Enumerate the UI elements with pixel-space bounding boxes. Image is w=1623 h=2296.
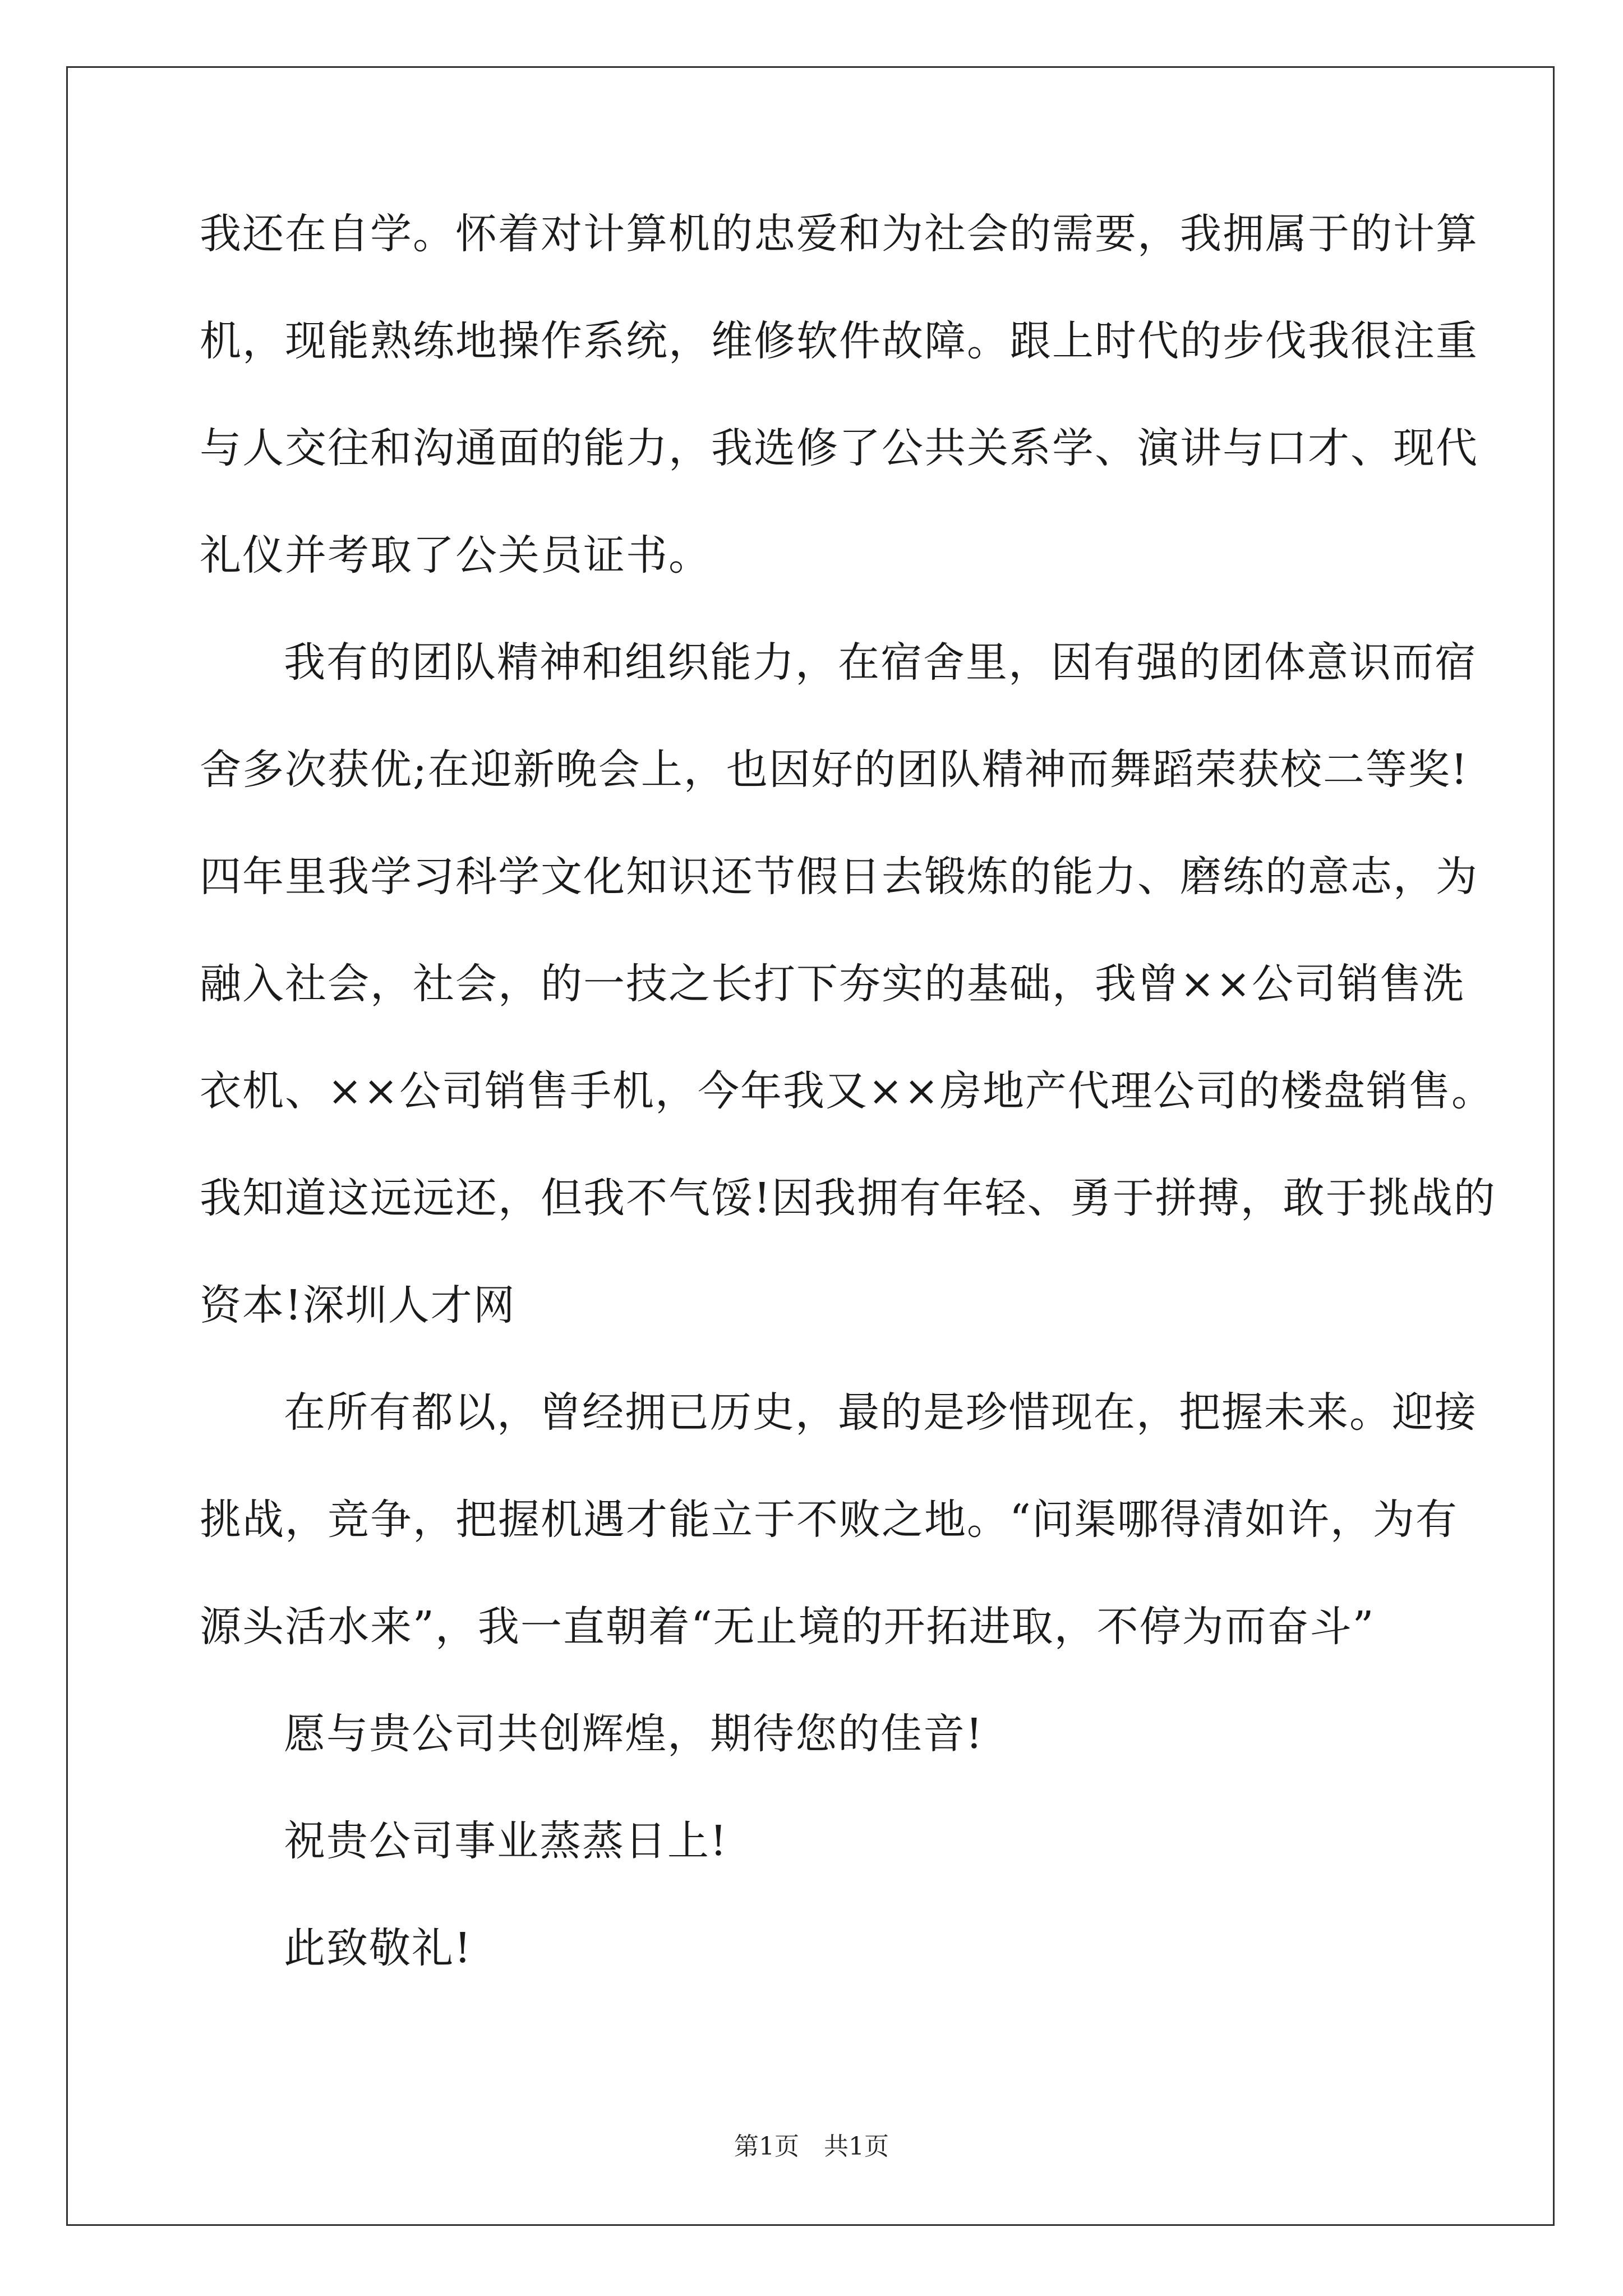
paragraph-start-line: 在所有都以，曾经拥已历史，最的是珍惜现在，把握未来。迎接 — [284, 1388, 1477, 1437]
closing-line: 祝贵公司事业蒸蒸日上! — [284, 1817, 728, 1865]
text-line: 舍多次获优;在迎新晚会上，也因好的团队精神而舞蹈荣获校二等奖! — [200, 746, 1469, 794]
text-line: 挑战，竞争，把握机遇才能立于不败之地。“问渠哪得清如许，为有 — [200, 1496, 1458, 1544]
text-line: 机，现能熟练地操作系统，维修软件故障。跟上时代的步伐我很注重 — [200, 317, 1478, 365]
salutation-line: 此致敬礼! — [284, 1924, 472, 1972]
closing-line: 愿与贵公司共创辉煌，期待您的佳音! — [284, 1710, 984, 1758]
text-line: 四年里我学习科学文化知识还节假日去锻炼的能力、磨练的意志，为 — [200, 853, 1478, 901]
paragraph-start-line: 我有的团队精神和组织能力，在宿舍里，因有强的团体意识而宿 — [284, 638, 1477, 687]
text-line: 礼仪并考取了公关员证书。 — [200, 531, 711, 579]
text-line: 融入社会，社会，的一技之长打下夯实的基础，我曾××公司销售洗 — [200, 960, 1465, 1008]
page-number-footer: 第1页 共1页 — [734, 2132, 889, 2161]
text-line: 源头活水来”，我一直朝着“无止境的开拓进取，不停为而奋斗” — [200, 1603, 1375, 1651]
text-line: 我知道这远远还，但我不气馁!因我拥有年轻、勇于拼搏，敢于挑战的 — [200, 1174, 1496, 1222]
text-line: 我还在自学。怀着对计算机的忠爱和为社会的需要，我拥属于的计算 — [200, 210, 1478, 258]
text-line: 与人交往和沟通面的能力，我选修了公共关系学、演讲与口才、现代 — [200, 424, 1478, 472]
text-line: 衣机、××公司销售手机，今年我又××房地产代理公司的楼盘销售。 — [200, 1067, 1495, 1115]
document-body — [200, 210, 1496, 2035]
text-line: 资本!深圳人才网 — [200, 1281, 516, 1329]
